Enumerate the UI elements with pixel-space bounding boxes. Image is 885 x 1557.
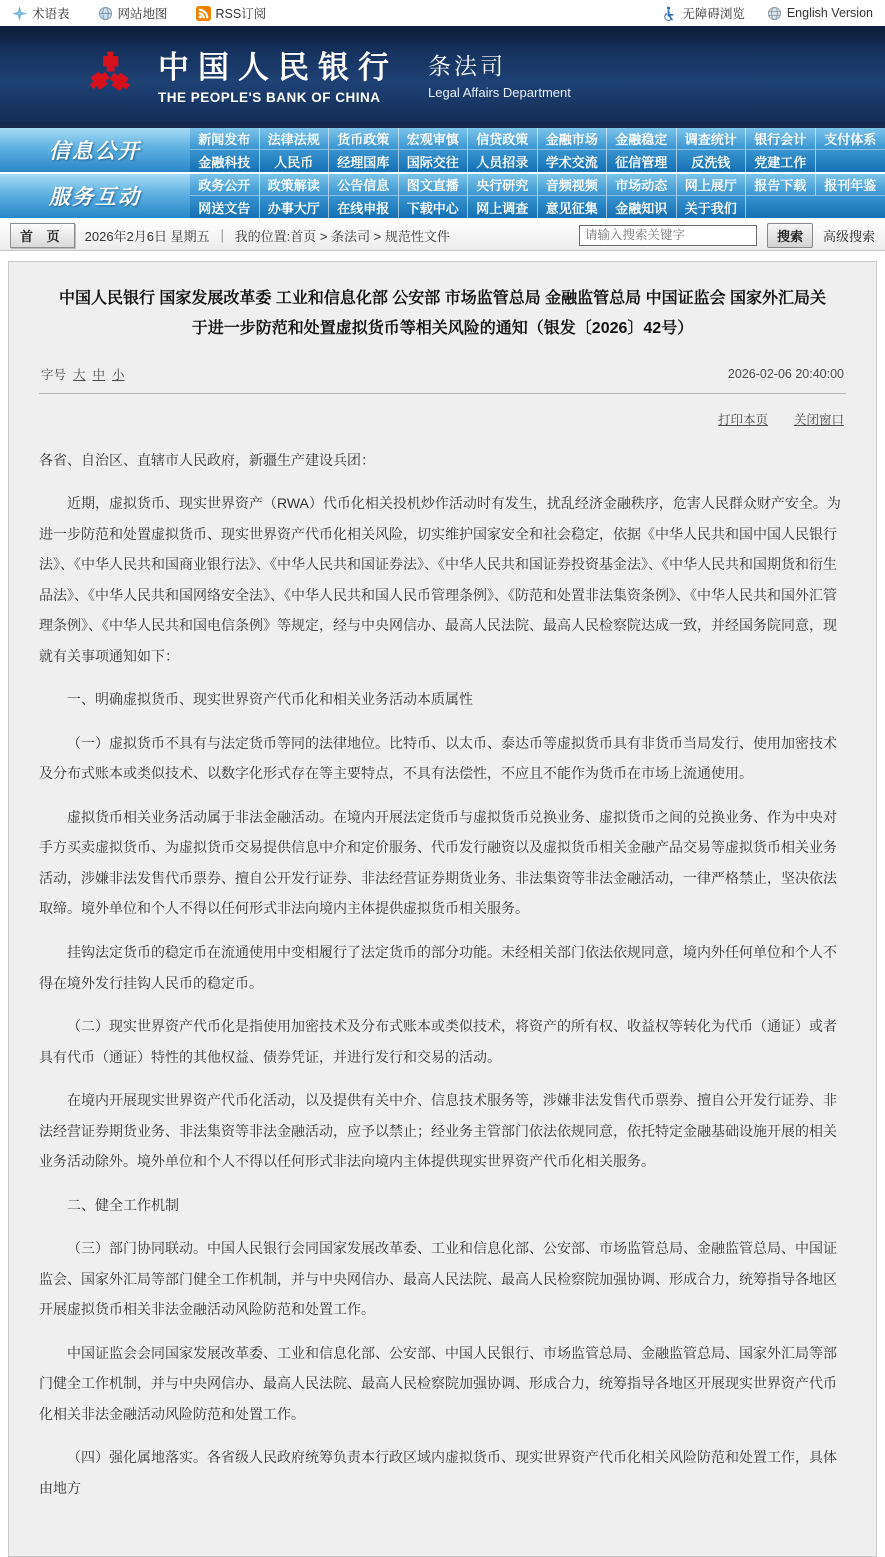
nav-empty-cell	[816, 150, 885, 172]
rss-link[interactable]	[196, 4, 267, 22]
breadcrumb	[85, 226, 450, 245]
article-paragraph: 一、明确虚拟货币、现实世界资产代币化和相关业务活动本质属性	[39, 684, 846, 715]
article-paragraph: 二、健全工作机制	[39, 1190, 846, 1221]
brand-block	[158, 42, 398, 105]
current-date: 2026年2月6日 星期五	[85, 226, 210, 245]
article-paragraph: 挂钩法定货币的稳定币在流通使用中变相履行了法定货币的部分功能。未经相关部门依法依规同意，境内外任何单位和个人不得在境外发行挂钩人民币的稳定币。	[39, 937, 846, 998]
breadcrumb-path: 我的位置:首页 > 条法司 > 规范性文件	[235, 226, 450, 245]
nav-item[interactable]: 金融市场	[538, 128, 608, 150]
article-container	[8, 261, 877, 1557]
accessibility-icon	[662, 6, 677, 21]
nav-item[interactable]: 公告信息	[329, 174, 399, 196]
article-paragraph: 在境内开展现实世界资产代币化活动，以及提供有关中介、信息技术服务等，涉嫌非法发售代币票券、擅自公开发行证券、非法经营证券期货业务、非法集资等非法金融活动，应予以禁止；经业务主管部门依法依规同意，依托特定金融基础设施开展的相关业务活动除外。境外单位和个人不得以任何形式非法向境内主体提供现实世界资产代币化相关服务。	[39, 1085, 846, 1177]
nav-item[interactable]: 法律法规	[260, 128, 330, 150]
brand-name-cn: 中国人民银行	[158, 42, 398, 87]
nav-item[interactable]: 政务公开	[190, 174, 260, 196]
nav-item[interactable]: 征信管理	[607, 150, 677, 172]
search-input[interactable]	[579, 225, 757, 246]
nav-section-info-disclosure	[0, 128, 885, 172]
nav-item[interactable]: 反洗钱	[677, 150, 747, 172]
nav-item[interactable]: 政策解读	[260, 174, 330, 196]
nav-item[interactable]: 人员招录	[468, 150, 538, 172]
sitemap-link[interactable]	[98, 4, 168, 22]
nav-item[interactable]: 市场动态	[607, 174, 677, 196]
article-paragraph: 中国证监会会同国家发展改革委、工业和信息化部、公安部、中国人民银行、市场监管总局、金融监管总局、国家外汇局等部门健全工作机制，并与中央网信办、最高人民法院、最高人民检察院加强协调、形成合力，统筹指导各地区开展现实世界资产代币化相关非法金融活动风险防范和处置工作。	[39, 1338, 846, 1430]
font-size-medium-button[interactable]: 中	[93, 365, 106, 383]
nav-item[interactable]: 图文直播	[399, 174, 469, 196]
close-window-link[interactable]: 关闭窗口	[794, 410, 844, 428]
search-area	[579, 223, 875, 248]
nav-item[interactable]: 支付体系	[816, 128, 885, 150]
nav-item[interactable]: 网上展厅	[677, 174, 747, 196]
globe-icon	[98, 6, 113, 21]
nav-empty-cell	[816, 196, 885, 218]
nav-item[interactable]: 关于我们	[677, 196, 747, 218]
nav-item[interactable]: 银行会计	[746, 128, 816, 150]
nav-item[interactable]: 网上调查	[468, 196, 538, 218]
nav-label-services[interactable]: 服务互动	[0, 174, 190, 218]
breadcrumb-bar	[0, 220, 885, 251]
nav-item[interactable]: 金融稳定	[607, 128, 677, 150]
nav-item[interactable]: 人民币	[260, 150, 330, 172]
english-version-label: English Version	[787, 6, 873, 20]
article-actions-row	[39, 394, 846, 432]
brand-name-en: THE PEOPLE'S BANK OF CHINA	[158, 90, 398, 105]
article-body	[39, 445, 846, 1503]
globe-icon	[767, 6, 782, 21]
article-title: 中国人民银行 国家发展改革委 工业和信息化部 公安部 市场监管总局 金融监管总局 中国证监会 国家外汇局关于进一步防范和处置虚拟货币等相关风险的通知（银发〔2026〕42号）	[57, 284, 828, 345]
rss-icon	[196, 6, 211, 21]
nav-item[interactable]: 党建工作	[746, 150, 816, 172]
site-header	[0, 26, 885, 121]
nav-item[interactable]: 宏观审慎	[399, 128, 469, 150]
utility-bar	[0, 0, 885, 26]
article-paragraph: （二）现实世界资产代币化是指使用加密技术及分布式账本或类似技术，将资产的所有权、收益权等转化为代币（通证）或者具有代币（通证）特性的其他权益、债券凭证，并进行发行和交易的活动。	[39, 1011, 846, 1072]
article-paragraph: 各省、自治区、直辖市人民政府，新疆生产建设兵团：	[39, 445, 846, 476]
nav-item[interactable]: 网送文告	[190, 196, 260, 218]
nav-item[interactable]: 学术交流	[538, 150, 608, 172]
advanced-search-link[interactable]: 高级搜索	[823, 226, 875, 245]
glossary-link[interactable]	[12, 4, 70, 22]
search-button[interactable]: 搜索	[767, 223, 813, 248]
compass-star-icon	[12, 6, 27, 21]
department-block	[428, 48, 571, 100]
nav-item[interactable]: 在线申报	[329, 196, 399, 218]
nav-item[interactable]: 报告下载	[746, 174, 816, 196]
nav-item[interactable]: 国际交往	[399, 150, 469, 172]
crumb-separator: ｜	[216, 226, 229, 245]
sitemap-label: 网站地图	[118, 4, 168, 22]
nav-item[interactable]: 意见征集	[538, 196, 608, 218]
nav-item[interactable]: 音频视频	[538, 174, 608, 196]
nav-item[interactable]: 金融科技	[190, 150, 260, 172]
article-paragraph: （一）虚拟货币不具有与法定货币等同的法律地位。比特币、以太币、泰达币等虚拟货币具有非货币当局发行、使用加密技术及分布式账本或类似技术、以数字化形式存在等主要特点，不具有法偿性，不应且不能作为货币在市场上流通使用。	[39, 728, 846, 789]
accessibility-link[interactable]	[662, 4, 745, 22]
article-paragraph: 虚拟货币相关业务活动属于非法金融活动。在境内开展法定货币与虚拟货币兑换业务、虚拟货币之间的兑换业务、作为中央对手方买卖虚拟货币、为虚拟货币交易提供信息中介和定价服务、代币发行融资以及虚拟货币相关金融产品交易等虚拟货币相关业务活动，涉嫌非法发售代币票券、擅自公开发行证券、非法经营证券期货业务、非法集资等非法金融活动，一律严格禁止，坚决依法取缔。境外单位和个人不得以任何形式非法向境内主体提供虚拟货币相关服务。	[39, 802, 846, 924]
font-size-label: 字号	[41, 365, 66, 383]
nav-label-info-disclosure[interactable]: 信息公开	[0, 128, 190, 172]
accessibility-label: 无障碍浏览	[682, 4, 745, 22]
home-button[interactable]: 首 页	[10, 223, 75, 248]
font-size-large-button[interactable]: 大	[73, 365, 86, 383]
nav-item[interactable]: 央行研究	[468, 174, 538, 196]
nav-item[interactable]: 下载中心	[399, 196, 469, 218]
nav-cells	[190, 174, 885, 218]
pboc-logo-icon	[78, 42, 142, 106]
nav-item[interactable]: 货币政策	[329, 128, 399, 150]
glossary-label: 术语表	[32, 4, 70, 22]
article-meta-row	[39, 361, 846, 394]
nav-section-services	[0, 174, 885, 218]
publish-timestamp: 2026-02-06 20:40:00	[728, 367, 844, 381]
english-version-link[interactable]	[767, 4, 873, 22]
nav-item[interactable]: 报刊年鉴	[816, 174, 885, 196]
department-name-cn: 条法司	[428, 48, 571, 81]
nav-item[interactable]: 金融知识	[607, 196, 677, 218]
article-paragraph: 近期，虚拟货币、现实世界资产（RWA）代币化相关投机炒作活动时有发生，扰乱经济金融秩序，危害人民群众财产安全。为进一步防范和处置虚拟货币、现实世界资产代币化相关风险，切实维护国家安全和社会稳定，依据《中华人民共和国中国人民银行法》、《中华人民共和国商业银行法》、《中华人民共和国证券法》、《中华人民共和国证券投资基金法》、《中华人民共和国期货和衍生品法》、《中华人民共和国网络安全法》、《中华人民共和国人民币管理条例》、《防范和处置非法集资条例》、《中华人民共和国外汇管理条例》、《中华人民共和国电信条例》等规定，经与中央网信办、最高人民法院、最高人民检察院达成一致，并经国务院同意，现就有关事项通知如下：	[39, 488, 846, 671]
article-paragraph: （四）强化属地落实。各省级人民政府统筹负责本行政区域内虚拟货币、现实世界资产代币化相关风险防范和处置工作，具体由地方	[39, 1442, 846, 1503]
nav-item[interactable]: 调查统计	[677, 128, 747, 150]
nav-empty-cell	[746, 196, 816, 218]
nav-item[interactable]: 新闻发布	[190, 128, 260, 150]
nav-item[interactable]: 信贷政策	[468, 128, 538, 150]
print-page-link[interactable]: 打印本页	[718, 410, 768, 428]
nav-cells	[190, 128, 885, 172]
department-name-en: Legal Affairs Department	[428, 85, 571, 100]
font-size-small-button[interactable]: 小	[112, 365, 125, 383]
rss-label: RSS订阅	[216, 4, 267, 22]
nav-item[interactable]: 经理国库	[329, 150, 399, 172]
nav-top-strip	[0, 121, 885, 128]
article-paragraph: （三）部门协同联动。中国人民银行会同国家发展改革委、工业和信息化部、公安部、市场监管总局、金融监管总局、中国证监会、国家外汇局等部门健全工作机制，并与中央网信办、最高人民法院、最高人民检察院加强协调、形成合力，统筹指导各地区开展虚拟货币相关非法金融活动风险防范和处置工作。	[39, 1233, 846, 1325]
nav-item[interactable]: 办事大厅	[260, 196, 330, 218]
